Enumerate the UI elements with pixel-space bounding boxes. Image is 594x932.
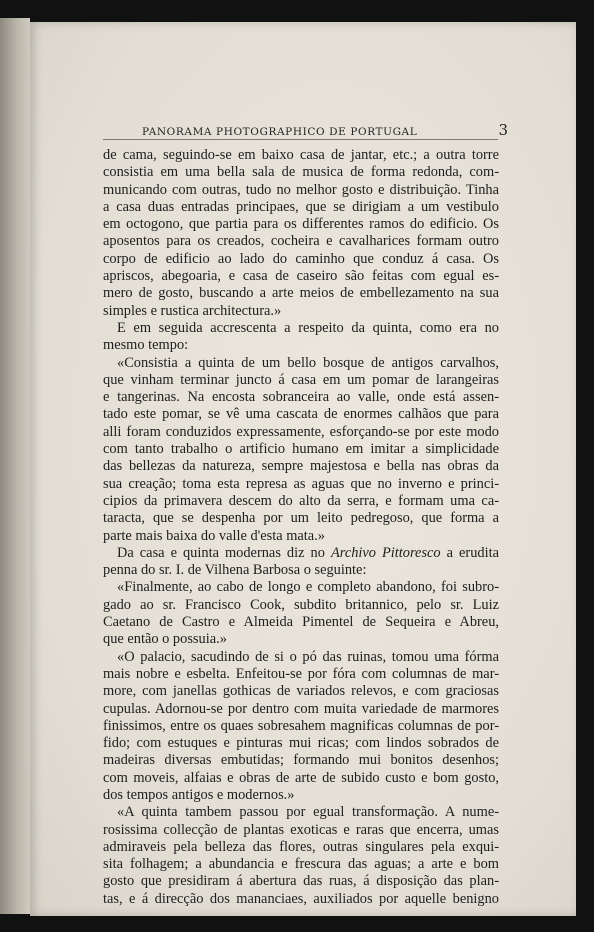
- text-line: consistia em uma bella sala de musica de forma redonda, com-: [103, 164, 499, 181]
- text-line: sita folhagem; a abundancia e frescura das aguas; a arte e bom: [103, 856, 499, 873]
- text-line: gado ao sr. Francisco Cook, subdito britannico, pelo sr. Luiz: [103, 596, 499, 613]
- header-rule: [103, 139, 498, 140]
- text-line: mais nobre e esbelta. Enfeitou-se por fóra com columnas de mar-: [103, 665, 499, 682]
- text-line: finissimos, entre os quaes sobresahem magnificas columnas de por-: [103, 717, 499, 734]
- text-line: «Consistia a quinta de um bello bosque de antigos carvalhos,: [117, 354, 499, 371]
- text-line: admiraveis pela belleza das flores, outras singulares pela exqui-: [103, 838, 499, 855]
- text-line: aposentos para os creados, cocheira e cavalharices formam outro: [103, 233, 499, 250]
- text-line: «Finalmente, ao cabo de longo e completo abandono, foi subro-: [117, 579, 499, 596]
- text-line: alli foram conduzidos expressamente, esforçando-se por este modo: [103, 423, 499, 440]
- cited-work-title: Archivo Pittoresco: [330, 544, 441, 561]
- text-line: fido; com estuques e pinturas mui ricas; com lindos sobrados de: [103, 735, 499, 752]
- text-line: madeiras diversas embutidas; formando mui bonitos desenhos;: [103, 752, 499, 769]
- text-line: das bellezas da natureza, sempre majestosa e bella nas obras da: [103, 458, 499, 475]
- text-line: E em seguida accrescenta a respeito da quinta, como era no: [117, 319, 499, 336]
- text-fragment: Da casa e quinta modernas diz no: [117, 544, 325, 561]
- body-text: [103, 147, 499, 908]
- text-line: sua creação; toma esta represa as aguas que no inverno e princi-: [103, 475, 499, 492]
- text-line: «O palacio, sacudindo de si o pó das ruinas, tomou uma fórma: [117, 648, 499, 665]
- text-line-with-citation: [103, 545, 499, 562]
- text-line: com moveis, alfaias e obras de arte de subido custo e bom gosto,: [103, 769, 499, 786]
- text-line: rosissima collecção de plantas exoticas e raras que encerra, umas: [103, 821, 499, 838]
- text-line: e tangerinas. Na encosta sobranceira ao valle, onde está assen-: [103, 389, 499, 406]
- text-line: tas, e á direcção dos mananciaes, auxiliados por aquelle benigno: [103, 890, 499, 907]
- text-line: que vinham terminar juncto á casa em um pomar de larangeiras: [103, 371, 499, 388]
- page-number: 3: [498, 121, 508, 139]
- text-line: com tanto trabalho o artificio humano em imitar a simplicidade: [103, 441, 499, 458]
- text-fragment: a erudita: [440, 544, 499, 561]
- text-line: apriscos, abegoaria, e casa de caseiro são feitas com egual es-: [103, 268, 499, 285]
- text-line: gosto que presidiram á abertura das ruas, á disposição das plan-: [103, 873, 499, 890]
- text-line: a casa duas entradas principaes, que se dirigiam a um vestibulo: [103, 198, 499, 215]
- text-line: que então o possuia.»: [103, 631, 227, 648]
- text-line: taracta, que se despenha por um leito pedregoso, que forma a: [103, 510, 499, 527]
- text-line: cupulas. Adornou-se por dentro com muita variedade de marmores: [103, 700, 499, 717]
- text-line: de cama, seguindo-se em baixo casa de jantar, etc.; a outra torre: [103, 147, 499, 163]
- text-line: dos tempos antigos e modernos.»: [103, 786, 295, 803]
- text-line: mero de gosto, buscando a arte meios de embellezamento na sua: [103, 285, 499, 302]
- running-title: PANORAMA PHOTOGRAPHICO DE PORTUGAL: [142, 126, 418, 138]
- page-header: [142, 121, 508, 139]
- text-line: cipios da primavera descem do alto da serra, e formam uma ca-: [103, 492, 499, 509]
- text-line: penna do sr. I. de Vilhena Barbosa o seguinte:: [103, 562, 367, 579]
- text-line: parte mais baixa do valle d'esta mata.»: [103, 527, 325, 544]
- text-line: corpo de edificio ao lado do caminho que conduz á casa. Os: [103, 250, 499, 267]
- text-line: more, com janellas gothicas de variados relevos, e com graciosas: [103, 683, 499, 700]
- text-line: tado este pomar, se vê uma cascata de enormes calhãos que para: [103, 406, 499, 423]
- text-line: mesmo tempo:: [103, 337, 189, 354]
- text-line: simples e rustica architectura.»: [103, 302, 282, 319]
- text-line: municando com outras, tudo no melhor gosto e distribuição. Tinha: [103, 181, 499, 198]
- text-line: em octogono, que partia para os differentes ramos do edificio. Os: [103, 216, 499, 233]
- text-line: «A quinta tambem passou por egual transformação. A nume-: [117, 804, 499, 821]
- adjacent-page-edge: [0, 18, 30, 914]
- text-line: Caetano de Castro e Almeida Pimentel de Sequeira e Abreu,: [103, 614, 499, 631]
